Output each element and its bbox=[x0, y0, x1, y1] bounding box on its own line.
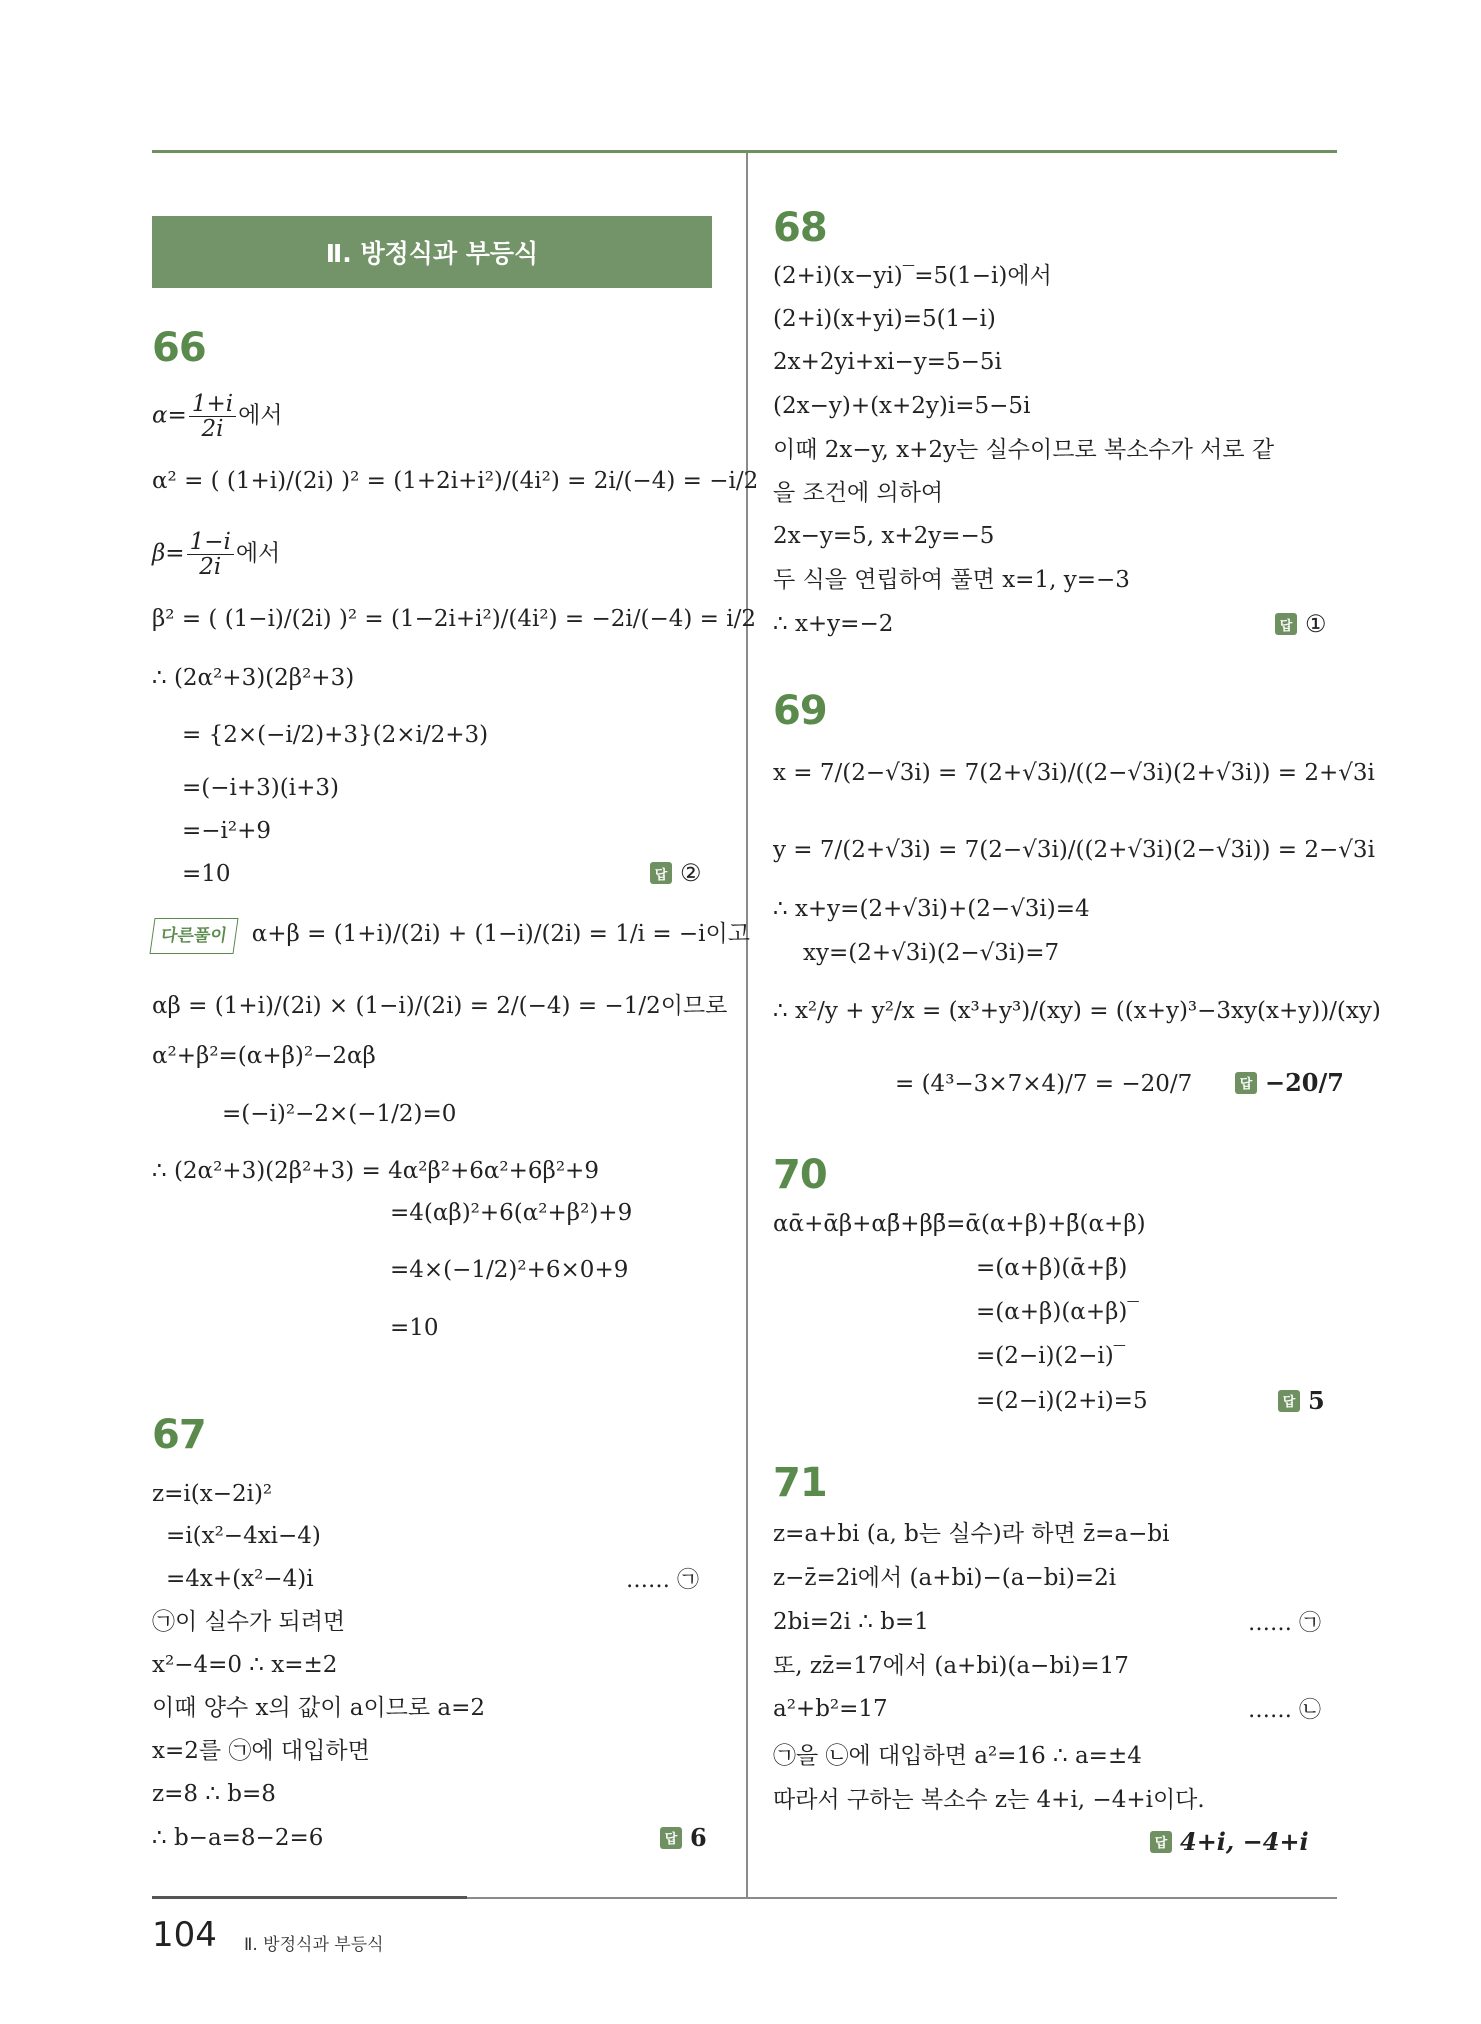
p68-line-7: 2x−y=5, x+2y=−5 bbox=[773, 523, 995, 549]
p66-alt-line-6: =4(αβ)²+6(α²+β²)+9 bbox=[390, 1200, 633, 1226]
alt-solution-badge: 다른풀이 bbox=[149, 918, 238, 954]
p66-line-6: = {2×(−i/2)+3}(2×i/2+3) bbox=[182, 722, 489, 748]
p66-line-2: α² = ( (1+i)/(2i) )² = (1+2i+i²)/(4i²) = 2i/(−4) = −i/2 bbox=[152, 468, 759, 494]
p66-line-1: α= $\frac{1+i}{2i}$ 에서 bbox=[152, 391, 283, 443]
p71-mark-a: …… ㉠ bbox=[1248, 1611, 1321, 1636]
p69-line-6: = (4³−3×7×4)/7 = −20/7 bbox=[895, 1071, 1193, 1097]
problem-66-number: 66 bbox=[152, 325, 206, 371]
footer-chapter: Ⅱ. 방정식과 부등식 bbox=[244, 1935, 384, 1955]
section-banner: Ⅱ. 방정식과 부등식 bbox=[152, 216, 712, 288]
top-rule bbox=[152, 150, 1337, 153]
p66-alt-line-4: =(−i)²−2×(−1/2)=0 bbox=[222, 1101, 457, 1127]
p67-line-1: z=i(x−2i)² bbox=[152, 1481, 273, 1507]
p67-mark-a: …… ㉠ bbox=[626, 1568, 699, 1593]
p68-line-9: ∴ x+y=−2 bbox=[773, 611, 894, 637]
p71-line-1: z=a+bi (a, b는 실수)라 하면 z̄=a−bi bbox=[773, 1521, 1170, 1547]
p70-line-5: =(2−i)(2+i)=5 bbox=[976, 1388, 1148, 1414]
p66-line-3: β= $\frac{1-i}{2i}$ 에서 bbox=[152, 529, 281, 581]
p66-line-7: =(−i+3)(i+3) bbox=[182, 775, 339, 801]
p67-line-6: 이때 양수 x의 값이 a이므로 a=2 bbox=[152, 1695, 486, 1721]
p66-line-8: =−i²+9 bbox=[182, 818, 272, 844]
p69-line-1: x = 7/(2−√3i) = 7(2+√3i)/((2−√3i)(2+√3i)) = 2+√3i bbox=[773, 760, 1375, 786]
p70-line-3: =(α+β)(α+β)‾ bbox=[976, 1299, 1139, 1325]
p68-line-5: 이때 2x−y, x+2y는 실수이므로 복소수가 서로 같 bbox=[773, 437, 1275, 463]
problem-67-number: 67 bbox=[152, 1412, 206, 1458]
answer-icon: 답 bbox=[1275, 613, 1297, 635]
p68-line-8: 두 식을 연립하여 풀면 x=1, y=−3 bbox=[773, 567, 1130, 593]
p67-line-3: =4x+(x²−4)i bbox=[166, 1566, 314, 1592]
p66-alt-line-7: =4×(−1/2)²+6×0+9 bbox=[390, 1257, 629, 1283]
p71-line-6: ㉠을 ㉡에 대입하면 a²=16 ∴ a=±4 bbox=[773, 1743, 1142, 1769]
p71-mark-b: …… ㉡ bbox=[1248, 1698, 1321, 1723]
p68-line-1: (2+i)(x−yi)‾=5(1−i)에서 bbox=[773, 263, 1052, 289]
p68-line-2: (2+i)(x+yi)=5(1−i) bbox=[773, 306, 996, 332]
p67-line-7: x=2를 ㉠에 대입하면 bbox=[152, 1738, 370, 1764]
p67-line-5: x²−4=0 ∴ x=±2 bbox=[152, 1652, 338, 1678]
p67-line-2: =i(x²−4xi−4) bbox=[166, 1523, 321, 1549]
answer-icon: 답 bbox=[660, 1827, 682, 1849]
p66-answer: 답 ② bbox=[650, 859, 702, 887]
p67-line-9: ∴ b−a=8−2=6 bbox=[152, 1825, 324, 1851]
p68-line-6: 을 조건에 의하여 bbox=[773, 480, 944, 506]
p69-line-3: ∴ x+y=(2+√3i)+(2−√3i)=4 bbox=[773, 896, 1090, 922]
answer-icon: 답 bbox=[1150, 1831, 1172, 1853]
p71-answer: 답 4+i, −4+i bbox=[1150, 1827, 1309, 1856]
p66-line-9: =10 bbox=[182, 861, 231, 887]
p71-line-7: 따라서 구하는 복소수 z는 4+i, −4+i이다. bbox=[773, 1787, 1205, 1813]
page-number: 104 bbox=[152, 1915, 217, 1955]
answer-icon: 답 bbox=[1235, 1072, 1257, 1094]
column-divider bbox=[746, 153, 748, 1898]
answer-icon: 답 bbox=[1278, 1390, 1300, 1412]
p70-line-1: αᾱ+ᾱβ+αβ̄+ββ̄=ᾱ(α+β)+β̄(α+β) bbox=[773, 1211, 1146, 1237]
p67-line-8: z=8 ∴ b=8 bbox=[152, 1781, 276, 1807]
problem-69-number: 69 bbox=[773, 688, 827, 734]
p71-line-3: 2bi=2i ∴ b=1 bbox=[773, 1609, 929, 1635]
p66-line-5: ∴ (2α²+3)(2β²+3) bbox=[152, 665, 355, 691]
p66-alt-line-5: ∴ (2α²+3)(2β²+3) = 4α²β²+6α²+6β²+9 bbox=[152, 1158, 599, 1184]
p66-alt-line-2: αβ = (1+i)/(2i) × (1−i)/(2i) = 2/(−4) = −1/2이므로 bbox=[152, 993, 728, 1019]
p68-answer: 답 ① bbox=[1275, 610, 1327, 638]
p71-line-4: 또, zz̄=17에서 (a+bi)(a−bi)=17 bbox=[773, 1653, 1129, 1679]
p66-alt-line-8: =10 bbox=[390, 1315, 439, 1341]
problem-68-number: 68 bbox=[773, 205, 827, 251]
problem-70-number: 70 bbox=[773, 1152, 827, 1198]
p69-line-4: xy=(2+√3i)(2−√3i)=7 bbox=[803, 940, 1060, 966]
p71-line-2: z−z̄=2i에서 (a+bi)−(a−bi)=2i bbox=[773, 1565, 1117, 1591]
p66-alt-line-3: α²+β²=(α+β)²−2αβ bbox=[152, 1043, 376, 1069]
bottom-rule-accent bbox=[152, 1896, 467, 1899]
p71-line-5: a²+b²=17 bbox=[773, 1696, 888, 1722]
p70-line-4: =(2−i)(2−i)‾ bbox=[976, 1343, 1126, 1369]
p66-alt-line-1: 다른풀이 α+β = (1+i)/(2i) + (1−i)/(2i) = 1/i = −i이고 bbox=[152, 918, 750, 954]
p70-answer: 답 5 bbox=[1278, 1386, 1325, 1415]
p67-answer: 답 6 bbox=[660, 1823, 707, 1852]
p68-line-4: (2x−y)+(x+2y)i=5−5i bbox=[773, 393, 1031, 419]
p67-line-4: ㉠이 실수가 되려면 bbox=[152, 1609, 346, 1635]
p68-line-3: 2x+2yi+xi−y=5−5i bbox=[773, 349, 1002, 375]
p66-line-4: β² = ( (1−i)/(2i) )² = (1−2i+i²)/(4i²) = −2i/(−4) = i/2 bbox=[152, 606, 756, 632]
p69-line-2: y = 7/(2+√3i) = 7(2−√3i)/((2+√3i)(2−√3i)) = 2−√3i bbox=[773, 837, 1375, 863]
problem-71-number: 71 bbox=[773, 1460, 827, 1506]
p70-line-2: =(α+β)(ᾱ+β̄) bbox=[976, 1255, 1128, 1281]
p69-line-5: ∴ x²/y + y²/x = (x³+y³)/(xy) = ((x+y)³−3xy(x+y))/(xy) bbox=[773, 998, 1381, 1024]
answer-icon: 답 bbox=[650, 862, 672, 884]
p69-answer: 답 −20/7 bbox=[1235, 1068, 1344, 1097]
